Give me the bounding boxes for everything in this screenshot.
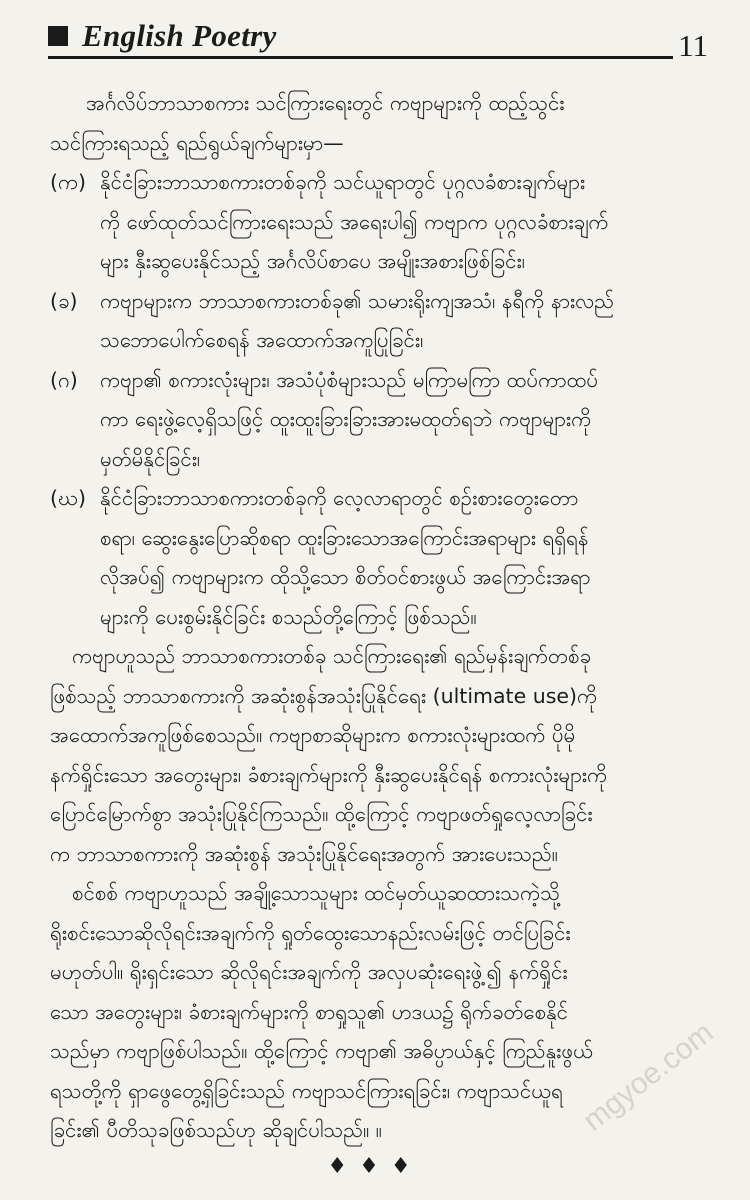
page-number: 11 — [678, 28, 708, 63]
list-item-ka — [50, 163, 706, 282]
diamond-ornament-icon: ♦♦♦ — [327, 1154, 423, 1179]
text-line: ပြောင်မြောက်စွာ အသုံးပြုနိုင်ကြသည်။ ထို့ကြောင့် ကဗျာဖတ်ရှုလေ့လာခြင်း — [50, 802, 593, 826]
running-header — [48, 16, 708, 63]
paragraph-one — [50, 637, 706, 874]
watermark: mgyoe.com — [576, 1015, 720, 1138]
text-line: ကဗျာများက ဘာသာစကားတစ်ခု၏ သမားရိုးကျအသံ၊ နရီကို နားလည် — [100, 288, 615, 313]
text-line: အင်္ဂလိပ်ဘာသာစကား သင်ကြားရေးတွင် ကဗျာများကို ထည့်သွင်း — [86, 91, 565, 115]
text-line: နိုင်ငံခြားဘာသာစကားတစ်ခုကို သင်ယူရာတွင် ပုဂ္ဂလခံစားချက်များ — [100, 170, 586, 194]
text-line: ရသတို့ကို ရှာဖွေတွေ့ရှိခြင်းသည် ကဗျာသင်ကြားရခြင်း၊ ကဗျာသင်ယူရ — [50, 1078, 563, 1103]
text-line: သဘောပေါက်စေရန် အထောက်အကူပြုခြင်း၊ — [100, 328, 424, 352]
list-marker: (ခ) — [50, 288, 78, 313]
body-text — [50, 84, 706, 1151]
text-line: အထောက်အကူဖြစ်စေသည်။ ကဗျာစာဆိုများက စကားလုံးများထက် ပိုမို — [50, 723, 576, 747]
list-marker: (ဂ) — [50, 367, 78, 392]
header-rule — [48, 56, 673, 59]
text-line: ကို ဖော်ထုတ်သင်ကြားရေးသည် အရေးပါ၍ ကဗျာက ပုဂ္ဂလခံစားချက် — [100, 209, 609, 234]
text-line: မဟုတ်ပါ။ ရိုးရှင်းသော ဆိုလိုရင်းအချက်ကို အလှပဆုံးရေးဖွဲ့၍ နက်ရှိုင်း — [50, 960, 568, 984]
list-item-ga — [50, 361, 706, 480]
text-line: ခြင်း၏ ပီတိသုခဖြစ်သည်ဟု ဆိုချင်ပါသည်။ ။ — [50, 1118, 382, 1142]
text-line: ဖြစ်သည့် ဘာသာစကားကို အဆုံးစွန်အသုံးပြုနိုင်ရေး (ultimate use)ကို — [50, 683, 598, 708]
text-line: က ဘာသာစကားကို အဆုံးစွန် အသုံးပြုနိုင်ရေးအတွက် အားပေးသည်။ — [50, 841, 559, 866]
list-marker: (ဃ) — [50, 486, 86, 510]
header-square-bullet — [48, 26, 68, 46]
list-marker: (က) — [50, 170, 87, 194]
intro-paragraph — [50, 84, 706, 163]
text-line: များ နှီးဆွပေးနိုင်သည့် အင်္ဂလိပ်စာပေ အမျိုးအစားဖြစ်ခြင်း၊ — [100, 249, 525, 273]
book-title: English Poetry — [82, 18, 277, 53]
text-line: လိုအပ်၍ ကဗျာများက ထိုသို့သော စိတ်ဝင်စားဖွယ် အကြောင်းအရာ — [100, 565, 591, 589]
text-line: ကဗျာဟူသည် ဘာသာစကားတစ်ခု သင်ကြားရေး၏ ရည်မှန်းချက်တစ်ခု — [72, 644, 592, 668]
text-line: ကဗျာ၏ စကားလုံးများ၊ အသံပုံစံများသည် မကြာမကြာ ထပ်ကာထပ် — [100, 367, 599, 392]
text-line: သည်မှာ ကဗျာဖြစ်ပါသည်။ ထို့ကြောင့် ကဗျာ၏ အဓိပ္ပာယ်နှင့် ကြည်နူးဖွယ် — [50, 1039, 593, 1063]
list-item-gha — [50, 479, 706, 637]
text-line: သင်ကြားရသည့် ရည်ရွယ်ချက်များမှာ— — [50, 130, 344, 155]
text-line: ကာ ရေးဖွဲ့လေ့ရှိသဖြင့် ထူးထူးခြားခြားအားမထုတ်ရဘဲ ကဗျာများကို — [100, 407, 592, 431]
list-item-kha — [50, 282, 706, 361]
text-line: သော အတွေးများ၊ ခံစားချက်များကို စာရှုသူ၏ ဟဒယ၌ ရိုက်ခတ်စေနိုင် — [50, 999, 569, 1024]
text-line: များကို ပေးစွမ်းနိုင်ခြင်း စသည်တို့ကြောင့် ဖြစ်သည်။ — [100, 604, 477, 629]
text-line: ရိုးစင်းသောဆိုလိုရင်းအချက်ကို ရှုတ်ထွေးသောနည်းလမ်းဖြင့် တင်ပြခြင်း — [50, 920, 571, 945]
text-line: စင်စစ် ကဗျာဟူသည် အချို့သောသူများ ထင်မှတ်ယူဆထားသကဲ့သို့ — [72, 881, 560, 905]
text-line: နိုင်ငံခြားဘာသာစကားတစ်ခုကို လေ့လာရာတွင် စဉ်းစားတွေးတော — [100, 486, 579, 510]
text-line: မှတ်မိနိုင်ခြင်း၊ — [100, 446, 201, 471]
text-line: နက်ရှိုင်းသော အတွေးများ၊ ခံစားချက်များကို နှီးဆွပေးနိုင်ရန် စကားလုံးများကို — [50, 762, 608, 787]
text-line: စရာ၊ ဆွေးနွေးပြောဆိုစရာ ထူးခြားသောအကြောင်းအရာများ ရရှိရန် — [100, 525, 589, 550]
